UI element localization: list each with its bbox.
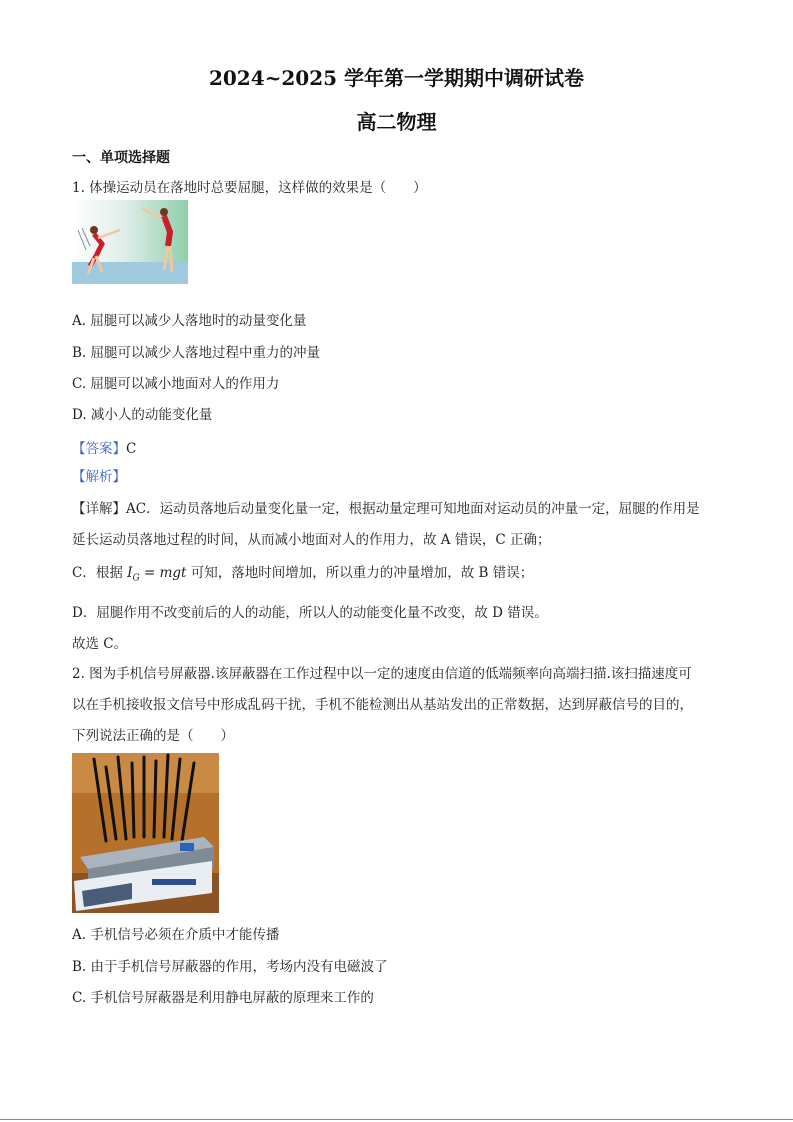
page-bottom-divider [0,1119,793,1120]
q1-c-line [72,561,533,584]
q1-option-a: A. 屈腿可以减少人落地时的动量变化量 [72,313,307,329]
q1-detail-line-1 [72,497,700,517]
q1-d-line: D．屈腿作用不改变前后的人的动能，所以人的动能变化量不改变，故 D 错误。 [72,605,548,621]
detail-tag: 【详解】 [72,501,126,517]
q1-option-b: B. 屈腿可以减少人落地过程中重力的冲量 [72,345,321,361]
q1-option-d: D. 减小人的动能变化量 [72,407,213,423]
exam-title: 2024~2025 学年第一学期期中调研试卷 [208,66,585,90]
q1-option-c: C. 屈腿可以减小地面对人的作用力 [72,376,280,392]
q2-option-a: A. 手机信号必须在介质中才能传播 [72,927,280,943]
answer-value: C [126,441,137,457]
signal-jammer-photo [72,753,219,913]
q2-stem-line-3: 下列说法正确的是（ ） [72,728,234,744]
q1-answer [72,437,136,457]
formula-symbol: I [127,565,133,581]
q1-detail-line-2: 延长运动员落地过程的时间，从而减小地面对人的作用力，故 A 错误，C 正确； [72,532,551,548]
c-line-pre: C．根据 [72,565,123,581]
formula-rest: = mgt [139,565,187,581]
impulse-formula [127,565,187,584]
analysis-tag: 【解析】 [72,469,126,485]
section-heading: 一、单项选择题 [72,150,170,166]
c-line-post: 可知，落地时间增加，所以重力的冲量增加，故 B 错误； [190,565,534,581]
q2-option-c: C. 手机信号屏蔽器是利用静电屏蔽的原理来工作的 [72,990,374,1006]
exam-subtitle: 高二物理 [356,110,437,134]
gymnast-figure [72,200,188,284]
q2-option-b: B. 由于手机信号屏蔽器的作用，考场内没有电磁波了 [72,959,388,975]
q2-stem-line-2: 以在手机接收报文信号中形成乱码干扰，手机不能检测出从基站发出的正常数据，达到屏蔽信号的目的， [72,697,693,713]
q1-conclusion: 故选 C。 [72,636,128,652]
answer-tag: 【答案】 [72,441,126,457]
formula-subscript: G [132,573,140,584]
q2-stem-line-1: 2. 图为手机信号屏蔽器.该屏蔽器在工作过程中以一定的速度由信道的低端频率向高端扫描.该扫描速度可 [72,666,692,682]
q1-stem: 1. 体操运动员在落地时总要屈腿，这样做的效果是（ ） [72,180,427,196]
detail-text-1: AC．运动员落地后动量变化量一定，根据动量定理可知地面对运动员的冲量一定，屈腿的作用是 [126,501,700,517]
